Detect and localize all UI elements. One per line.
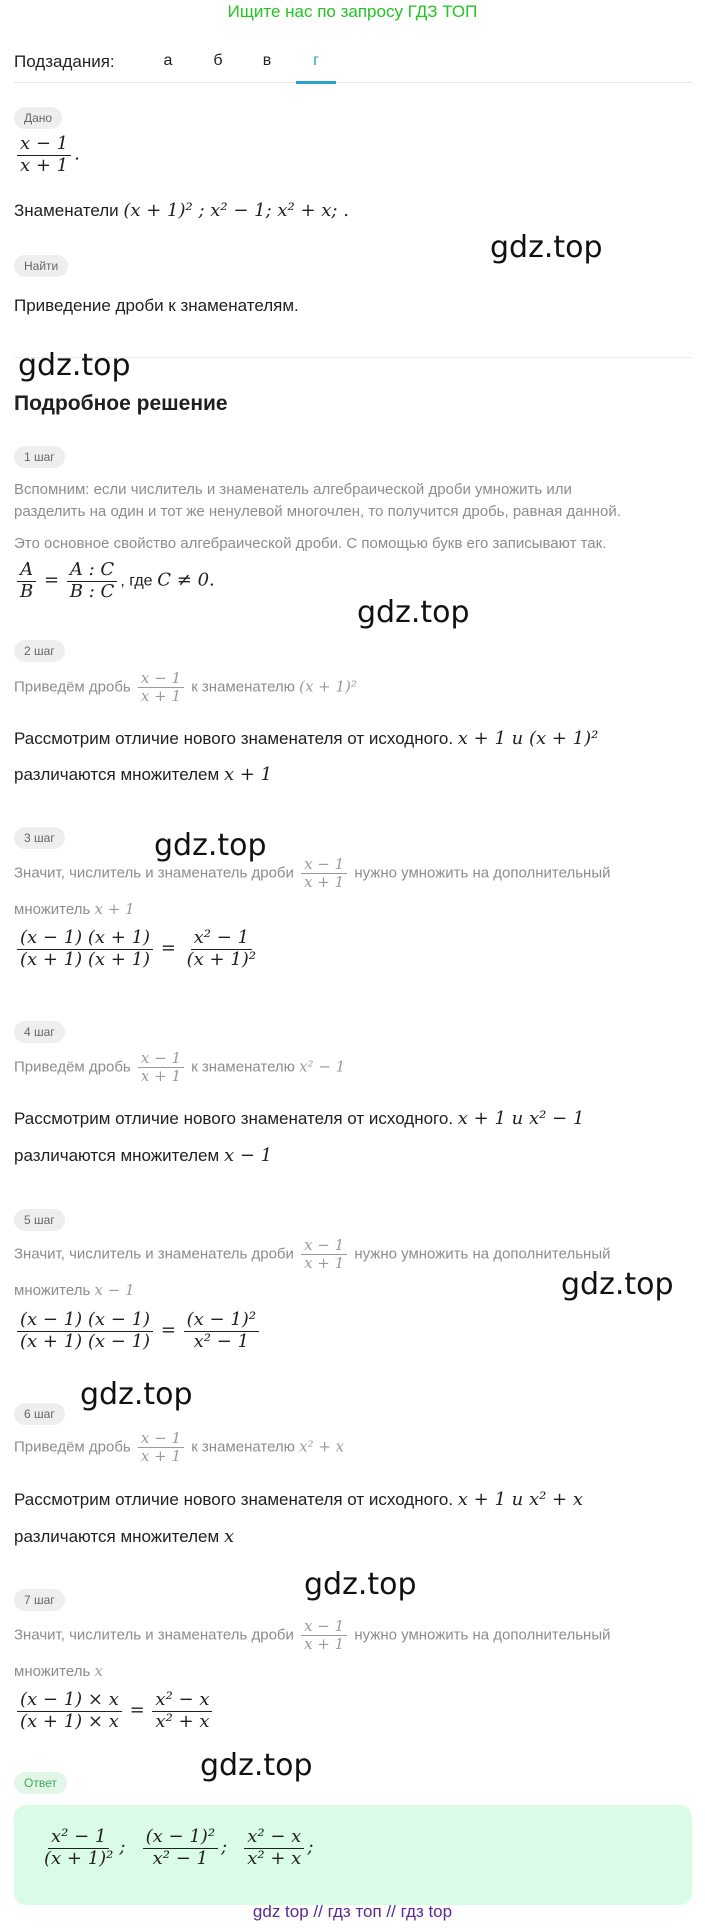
step-3-chip: 3 шаг xyxy=(14,827,65,849)
step-5-pre: Значит, числитель и знаменатель дроби xyxy=(14,1245,294,1263)
step-6-mid: к знаменателю xyxy=(191,1438,295,1456)
answer-f2-num: (x − 1)² xyxy=(143,1827,218,1849)
given-chip: Дано xyxy=(14,107,62,129)
step-4-cmp2-math: x − 1 xyxy=(223,1145,273,1166)
step-7-frac-den: x + 1 xyxy=(304,1635,345,1654)
step-2-cmp1: Рассмотрим отличие нового знаменателя от исходного. xyxy=(14,729,454,748)
step-1-line3: Это основное свойство алгебраической дроби. С помощью букв его записывают так. xyxy=(14,535,607,552)
denominators-label: Знаменатели xyxy=(14,201,119,220)
watermark: gdz.top xyxy=(154,828,267,863)
step-3-frac-num: x − 1 xyxy=(301,856,347,874)
answer-f1-num: x² − 1 xyxy=(48,1827,109,1849)
step-4-chip: 4 шаг xyxy=(14,1021,65,1043)
step-6-factor xyxy=(14,1526,234,1547)
step-7-pre: Значит, числитель и знаменатель дроби xyxy=(14,1626,294,1644)
tab-a[interactable]: а xyxy=(163,52,173,69)
step-1-line1: Вспомним: если числитель и знаменатель алгебраической дроби умножить или xyxy=(14,481,572,498)
step-5-frac-den: x + 1 xyxy=(304,1254,345,1273)
step-4-cmp1: Рассмотрим отличие нового знаменателя от исходного. xyxy=(14,1109,454,1128)
watermark: gdz.top xyxy=(490,230,603,265)
step-1-line2: разделить на один и тот же ненулевой многочлен, то получится дробь, равная данной. xyxy=(14,503,621,520)
step-6-cmp1: Рассмотрим отличие нового знаменателя от исходного. xyxy=(14,1490,454,1509)
step-7-mult: множитель xyxy=(14,1663,91,1680)
step-7-res-rnum: x² − x xyxy=(152,1690,212,1712)
step-6-frac-num: x − 1 xyxy=(138,1430,184,1448)
step-2-frac-num: x − 1 xyxy=(138,670,184,688)
step-2-cmp2-math: x + 1 xyxy=(223,764,273,785)
step-5-res-rnum: (x − 1)² xyxy=(184,1310,259,1332)
answer-f3-num: x² − x xyxy=(244,1827,304,1849)
step-5-mult-math: x − 1 xyxy=(94,1281,135,1299)
watermark: gdz.top xyxy=(200,1748,313,1783)
step-3-pre: Значит, числитель и знаменатель дроби xyxy=(14,864,294,882)
formula-b-den: B : C xyxy=(69,580,115,602)
step-4-frac-den: x + 1 xyxy=(140,1067,182,1086)
step-3-multiplier xyxy=(14,900,135,918)
step-4-mid: к знаменателю xyxy=(191,1058,295,1076)
step-6-pre: Приведём дробь xyxy=(14,1438,131,1456)
step-2-pre: Приведём дробь xyxy=(14,678,131,696)
step-3-res-lnum: (x − 1) (x + 1) xyxy=(17,928,153,950)
step-7-line xyxy=(14,1618,611,1654)
given-fraction: $\frac{x - 1}{x + 1}$ . xyxy=(14,134,80,176)
answer-f2-den: x² − 1 xyxy=(152,1847,209,1869)
step-4-factor xyxy=(14,1145,272,1166)
step-7-multiplier xyxy=(14,1662,103,1680)
step-5-res-lnum: (x − 1) (x − 1) xyxy=(17,1310,153,1332)
subtasks-tabs xyxy=(14,48,692,83)
footer-links[interactable]: gdz top // гдз топ // гдз top xyxy=(252,1902,453,1921)
step-5-mult: множитель xyxy=(14,1282,91,1299)
step-7-chip: 7 шаг xyxy=(14,1589,65,1611)
answer-formulas xyxy=(38,1827,313,1869)
step-3-mult-math: x + 1 xyxy=(94,900,135,918)
step-7-frac-num: x − 1 xyxy=(301,1618,347,1636)
step-3-res-rnum: x² − 1 xyxy=(191,928,252,950)
step-2-frac-den: x + 1 xyxy=(140,687,182,706)
step-5-multiplier xyxy=(14,1281,135,1299)
step-1-chip: 1 шаг xyxy=(14,446,65,468)
watermark: gdz.top xyxy=(304,1567,417,1602)
step-5-result: $\frac{(x - 1) (x - 1)}{(x + 1) (x - 1)}$ = $\frac{\text{(x − 1)²}}{\text{x² − 1}}$ xyxy=(14,1310,262,1352)
step-5-chip: 5 шаг xyxy=(14,1209,65,1231)
tab-g[interactable]: г xyxy=(296,52,336,84)
search-banner[interactable]: Ищите нас по запросу ГДЗ ТОП xyxy=(227,2,478,21)
watermark: gdz.top xyxy=(561,1267,674,1302)
answer-sep-2: ; xyxy=(221,1836,228,1858)
step-4-line xyxy=(14,1050,345,1086)
step-2-chip: 2 шаг xyxy=(14,640,65,662)
step-3-frac-den: x + 1 xyxy=(304,873,345,892)
formula-a-den: B xyxy=(20,580,34,602)
step-4-frac-num: x − 1 xyxy=(138,1050,184,1068)
step-2-cmp2: различаются множителем xyxy=(14,765,220,784)
answer-f3-den: x² + x xyxy=(247,1847,302,1869)
step-2-target: (x + 1)² xyxy=(299,677,357,696)
step-3-res-rden: (x + 1)² xyxy=(186,948,257,970)
formula-a-num: A xyxy=(17,560,36,582)
formula-b-num: A : C xyxy=(67,560,117,582)
tab-b[interactable]: б xyxy=(213,52,223,69)
step-6-line xyxy=(14,1430,344,1466)
step-2-mid: к знаменателю xyxy=(191,678,295,696)
step-6-target: x² + x xyxy=(299,1437,345,1456)
watermark: gdz.top xyxy=(80,1377,193,1412)
step-4-target: x² − 1 xyxy=(299,1057,346,1076)
find-text: Приведение дроби к знаменателям. xyxy=(14,296,299,315)
step-7-res-rden: x² + x xyxy=(155,1710,210,1732)
step-5-res-rden: x² − 1 xyxy=(193,1330,250,1352)
step-7-mid: нужно умножить на дополнительный xyxy=(354,1626,611,1644)
step-6-cmp2: различаются множителем xyxy=(14,1527,220,1546)
step-5-mid: нужно умножить на дополнительный xyxy=(354,1245,611,1263)
step-6-chip: 6 шаг xyxy=(14,1403,65,1425)
step-3-mid: нужно умножить на дополнительный xyxy=(354,864,611,882)
solution-title: Подробное решение xyxy=(14,392,228,415)
step-3-mult: множитель xyxy=(14,901,91,918)
step-3-line xyxy=(14,856,611,892)
step-6-frac-den: x + 1 xyxy=(140,1447,182,1466)
step-6-cmp1-math: x + 1 и x² + x xyxy=(457,1489,584,1510)
answer-sep-3: ; xyxy=(307,1836,314,1858)
step-5-frac-num: x − 1 xyxy=(301,1237,347,1255)
step-2-compare xyxy=(14,728,598,749)
step-6-cmp2-math: x xyxy=(223,1526,235,1547)
step-4-compare xyxy=(14,1108,584,1129)
step-4-cmp2: различаются множителем xyxy=(14,1146,220,1165)
formula-tail-math: C ≠ 0. xyxy=(157,569,215,591)
answer-chip: Ответ xyxy=(14,1772,67,1794)
step-7-res-lden: (x + 1) × x xyxy=(20,1710,119,1732)
denominators-math: (x + 1)² ; x² − 1; x² + x; . xyxy=(123,200,349,221)
step-2-line xyxy=(14,670,357,706)
step-5-line xyxy=(14,1237,611,1273)
formula-tail-text: , где xyxy=(120,572,153,590)
step-3-result: $\frac{(x - 1) (x + 1)}{(x + 1) (x + 1)}$ = $\frac{\text{x² − 1}}{\text{(x + 1)²}}$ xyxy=(14,928,262,970)
watermark: gdz.top xyxy=(18,348,131,383)
step-5-res-lden: (x + 1) (x − 1) xyxy=(20,1330,151,1352)
step-1-formula: $\frac{A}{B}$ = $\frac{A : C}{B : C}$ , где C ≠ 0. xyxy=(14,560,215,602)
step-7-res-lnum: (x − 1) × x xyxy=(17,1690,122,1712)
answer-f1-den: (x + 1)² xyxy=(44,1847,114,1869)
answer-sep-1: ; xyxy=(119,1836,126,1858)
watermark: gdz.top xyxy=(357,595,470,630)
given-frac-num: x − 1 xyxy=(17,134,71,156)
step-2-factor xyxy=(14,764,272,785)
given-frac-den: x + 1 xyxy=(20,154,69,176)
step-2-cmp1-math: x + 1 и (x + 1)² xyxy=(457,728,599,749)
step-6-compare xyxy=(14,1489,583,1510)
step-3-res-lden: (x + 1) (x + 1) xyxy=(20,948,151,970)
step-4-cmp1-math: x + 1 и x² − 1 xyxy=(457,1108,585,1129)
tab-v[interactable]: в xyxy=(262,52,272,69)
denominators-line xyxy=(14,200,349,221)
step-4-pre: Приведём дробь xyxy=(14,1058,131,1076)
subtasks-label: Подзадания: xyxy=(14,52,115,71)
answer-box xyxy=(14,1805,692,1905)
find-chip: Найти xyxy=(14,255,68,277)
step-7-result: $\frac{(x - 1) \times x}{(x + 1) \times x}$ = $\frac{\text{x² − x}}{\text{x² + x}}$ xyxy=(14,1690,215,1732)
step-7-mult-math: x xyxy=(94,1662,103,1680)
